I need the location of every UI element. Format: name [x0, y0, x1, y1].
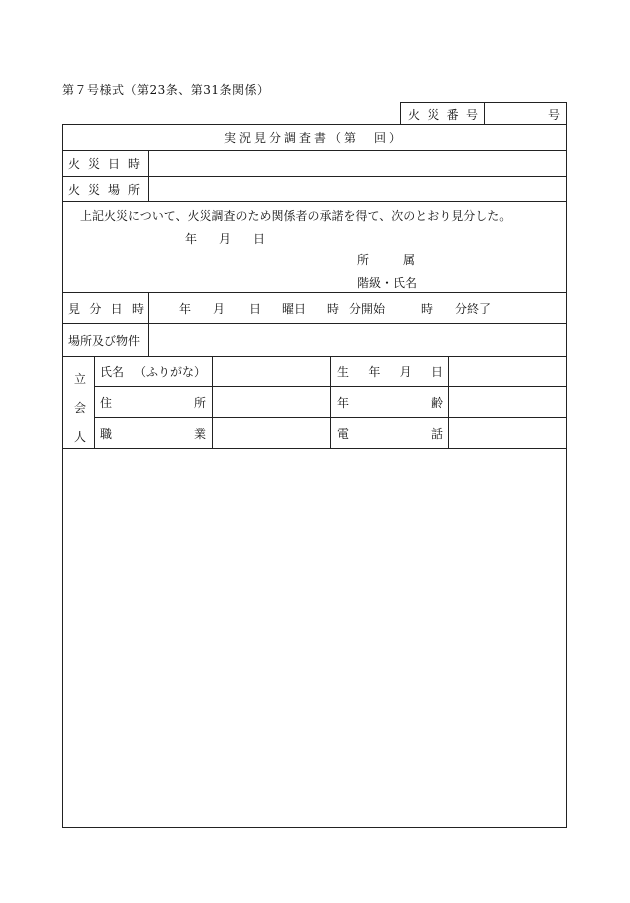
statement-date[interactable]: 年 月 日 — [185, 232, 265, 246]
fire-no-divider — [484, 102, 485, 124]
witness-address-label: 住 所 — [100, 395, 206, 410]
fire-datetime-field[interactable] — [149, 151, 566, 176]
witness-label: 立 会 人 — [73, 372, 86, 444]
witness-phone-field[interactable] — [449, 418, 566, 448]
form-title: 実況見分調査書（第 回） — [223, 131, 404, 145]
witness-name-label: 氏名 （ふりがな） — [100, 365, 206, 379]
inspection-notes-area[interactable] — [63, 449, 566, 827]
witness-name-field[interactable] — [213, 357, 330, 386]
statement-text: 上記火災について、火災調査のため関係者の承諾を得て、次のとおり見分した。 — [80, 209, 512, 223]
form-right-border — [566, 124, 567, 828]
witness-column-divider — [94, 356, 95, 448]
affiliation-label: 所 属 — [357, 253, 415, 267]
place-object-field[interactable] — [149, 324, 566, 356]
witness-birth-label: 生 年 月 日 — [337, 365, 443, 379]
witness-occupation-label: 職 業 — [100, 426, 206, 441]
fire-no-suffix: 号 — [547, 107, 560, 122]
row-divider-3 — [62, 201, 567, 202]
witness-mid-divider — [330, 356, 331, 448]
witness-occupation-field[interactable] — [213, 418, 330, 448]
witness-age-label: 年 齢 — [337, 395, 443, 410]
place-object-label: 場所及び物件 — [68, 333, 141, 348]
witness-phone-label: 電 話 — [337, 426, 443, 441]
fire-no-left-border — [400, 102, 401, 124]
inspection-field[interactable]: 年 月 日 曜日 時 分開始 時 分終了 — [179, 301, 492, 316]
fire-no-right-border — [566, 102, 567, 124]
fire-place-label: 火 災 場 所 — [68, 182, 140, 197]
fire-no-label: 火 災 番 号 — [408, 107, 478, 122]
inspection-label: 見 分 日 時 — [68, 301, 144, 316]
fire-no-field[interactable] — [490, 103, 560, 125]
witness-birth-field[interactable] — [449, 357, 566, 386]
witness-address-field[interactable] — [213, 387, 330, 417]
form-bottom-border — [62, 827, 567, 828]
witness-age-field[interactable] — [449, 387, 566, 417]
rank-name-label: 階級・氏名 — [357, 276, 418, 290]
fire-place-field[interactable] — [149, 177, 566, 201]
form-reference: 第７号様式（第23条、第31条関係） — [62, 83, 270, 97]
fire-datetime-label: 火 災 日 時 — [68, 157, 140, 171]
